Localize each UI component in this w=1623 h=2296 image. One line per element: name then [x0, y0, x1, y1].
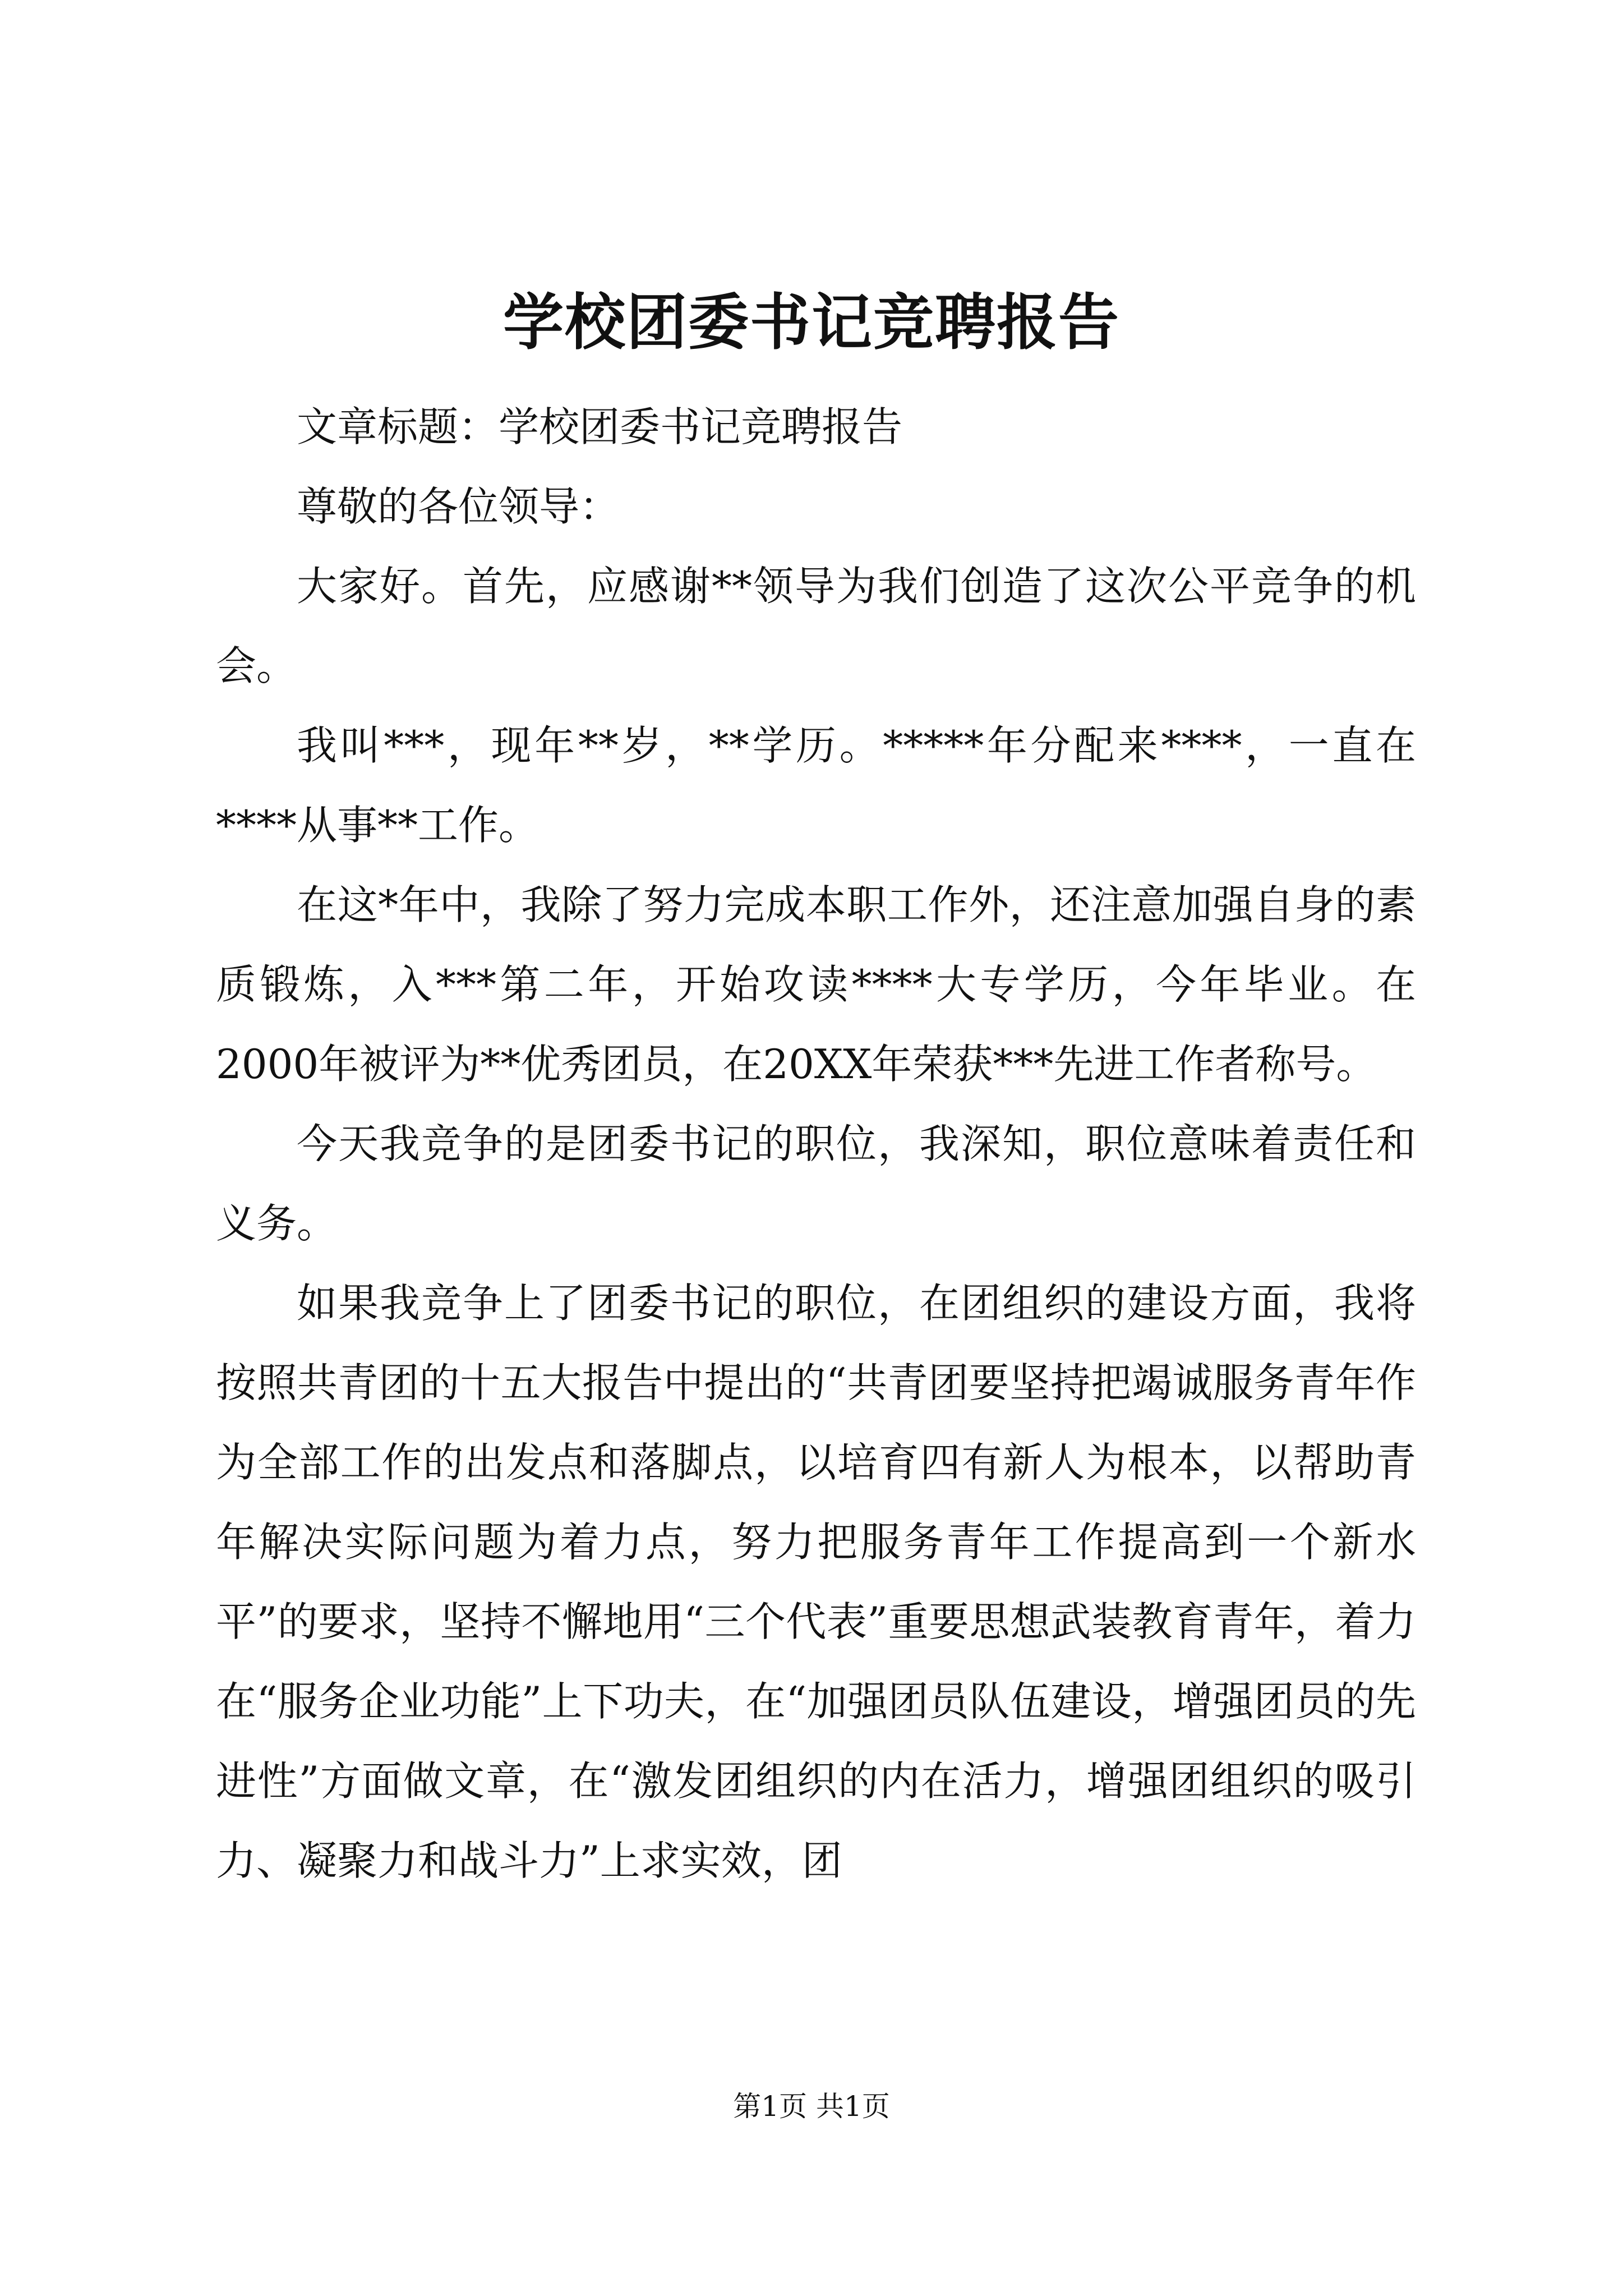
paragraph-achievements: 在这*年中，我除了努力完成本职工作外，还注意加强自身的素质锻炼，入***第二年，开始攻读****大专学历，今年毕业。在2000年被评为**优秀团员，在20XX年荣获***先进工作者称号。 — [216, 881, 1416, 1088]
paragraph-self-introduction: 我叫***，现年**岁，**学历。*****年分配来****，一直在****从事**工作。 — [216, 722, 1416, 849]
document-body — [216, 387, 1416, 1901]
paragraph-article-title: 文章标题：学校团委书记竞聘报告 — [297, 403, 903, 450]
paragraph-work-plan: 如果我竞争上了团委书记的职位，在团组织的建设方面，我将按照共青团的十五大报告中提出的“共青团要坚持把竭诚服务青年作为全部工作的出发点和落脚点，以培育四有新人为根本，以帮助青年解决实际问题为着力点，努力把服务青年工作提高到一个新水平”的要求，坚持不懈地用“三个代表”重要思想武装教育青年，着力在“服务企业功能”上下功夫，在“加强团员队伍建设，增强团员的先进性”方面做文章，在“激发团组织的内在活力，增强团组织的吸引力、凝聚力和战斗力”上求实效，团 — [216, 1280, 1416, 1884]
page-footer: 第1页 共1页 — [733, 2090, 890, 2123]
paragraph-position-responsibility: 今天我竞争的是团委书记的职位，我深知，职位意味着责任和义务。 — [216, 1120, 1416, 1247]
paragraph-greeting: 大家好。首先，应感谢**领导为我们创造了这次公平竞争的机会。 — [216, 563, 1416, 689]
document-title: 学校团委书记竞聘报告 — [502, 287, 1120, 358]
paragraph-salutation: 尊敬的各位领导： — [297, 483, 620, 530]
